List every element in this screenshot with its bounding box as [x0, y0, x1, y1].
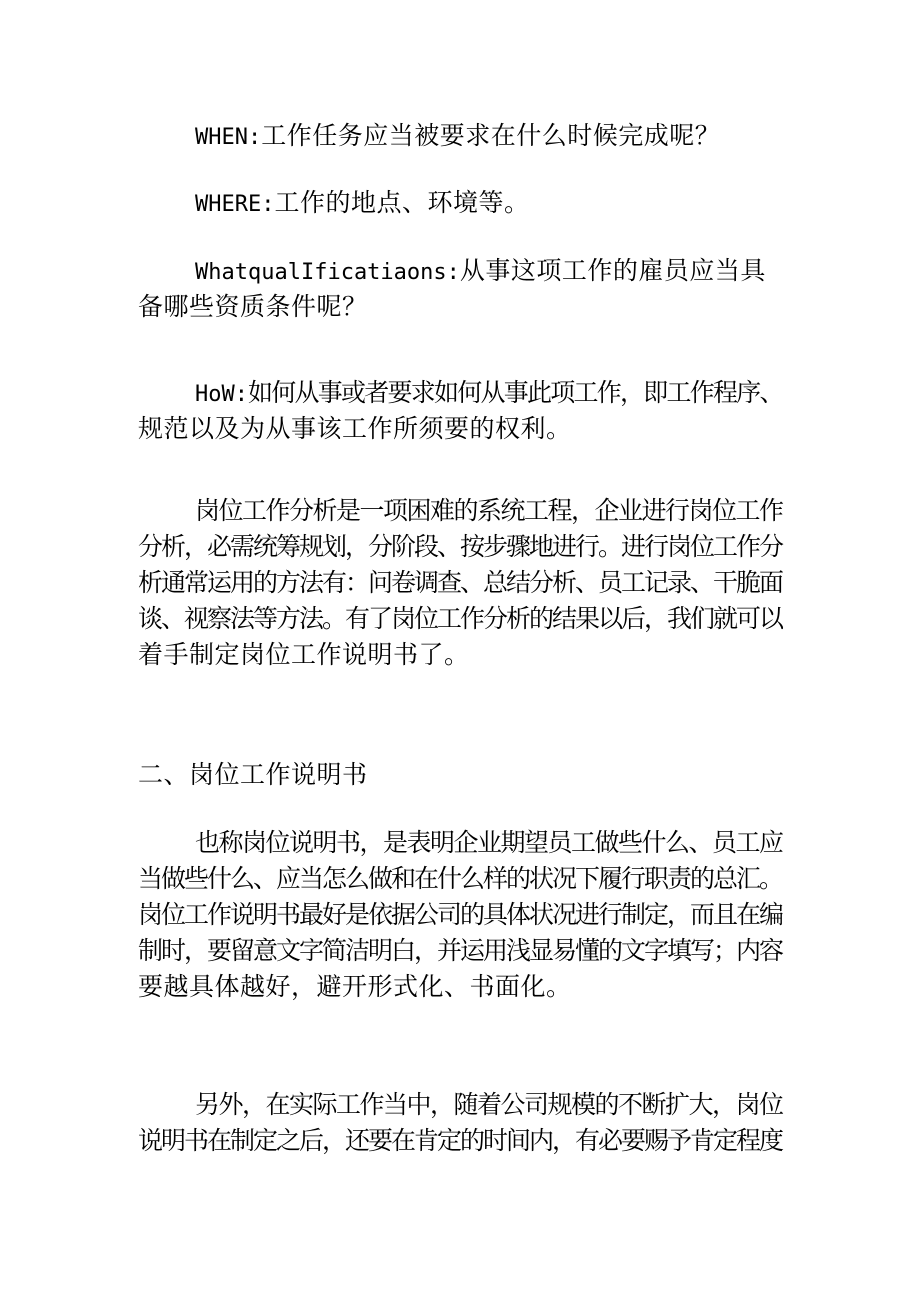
- paragraph-how: [138, 375, 788, 447]
- line: 也称岗位说明书，是表明企业期望员工做些什么、员工应: [195, 828, 783, 857]
- line: 谈、视察法等方法。有了岗位工作分析的结果以后，我们就可以: [138, 604, 783, 633]
- heading-text: 二、岗位工作说明书: [138, 760, 368, 789]
- line: [138, 118, 788, 154]
- line: 岗位工作说明书最好是依据公司的具体状况进行制定，而且在编: [138, 900, 783, 929]
- line-text: 从事这项工作的雇员应当具: [459, 256, 766, 285]
- line-text: 工作的地点、环境等。: [274, 188, 530, 217]
- section-heading: [138, 757, 788, 793]
- paragraph-job-description: [138, 825, 788, 1005]
- line: 规范以及为从事该工作所须要的权利。: [138, 414, 572, 443]
- line-text: 工作任务应当被要求在什么时候完成呢？: [261, 121, 721, 150]
- line: [138, 253, 788, 289]
- line: 另外，在实际工作当中，随着公司规模的不断扩大，岗位: [195, 1090, 783, 1119]
- paragraph-when: [138, 118, 788, 154]
- line: 分析，必需统筹规划，分阶段、按步骤地进行。进行岗位工作分: [138, 532, 783, 561]
- paragraph-additionally: [138, 1087, 788, 1159]
- line: 析通常运用的方法有：问卷调查、总结分析、员工记录、干脆面: [138, 568, 783, 597]
- line: 岗位工作分析是一项困难的系统工程，企业进行岗位工作: [195, 496, 783, 525]
- line: [138, 185, 788, 221]
- line: 当做些什么、应当怎么做和在什么样的状况下履行职责的总汇。: [138, 864, 783, 893]
- paragraph-job-analysis: [138, 493, 788, 673]
- paragraph-what-qualifications: [138, 253, 788, 325]
- line: 着手制定岗位工作说明书了。: [138, 640, 470, 669]
- line-text: 如何从事或者要求如何从事此项工作，即工作程序、: [247, 378, 783, 407]
- keyword-how: HoW:: [195, 382, 248, 407]
- line: 说明书在制定之后，还要在肯定的时间内，有必要赐予肯定程度: [138, 1126, 783, 1155]
- paragraph-where: [138, 185, 788, 221]
- keyword-what-qualifications: WhatqualIficatiaons:: [195, 260, 460, 285]
- line: 要越具体越好，避开形式化、书面化。: [138, 972, 572, 1001]
- keyword-where: WHERE:: [195, 192, 275, 217]
- line: 制时，要留意文字简洁明白，并运用浅显易懂的文字填写；内容: [138, 936, 783, 965]
- keyword-when: WHEN:: [195, 125, 262, 150]
- line: [138, 375, 788, 411]
- line: 备哪些资质条件呢？: [138, 292, 368, 321]
